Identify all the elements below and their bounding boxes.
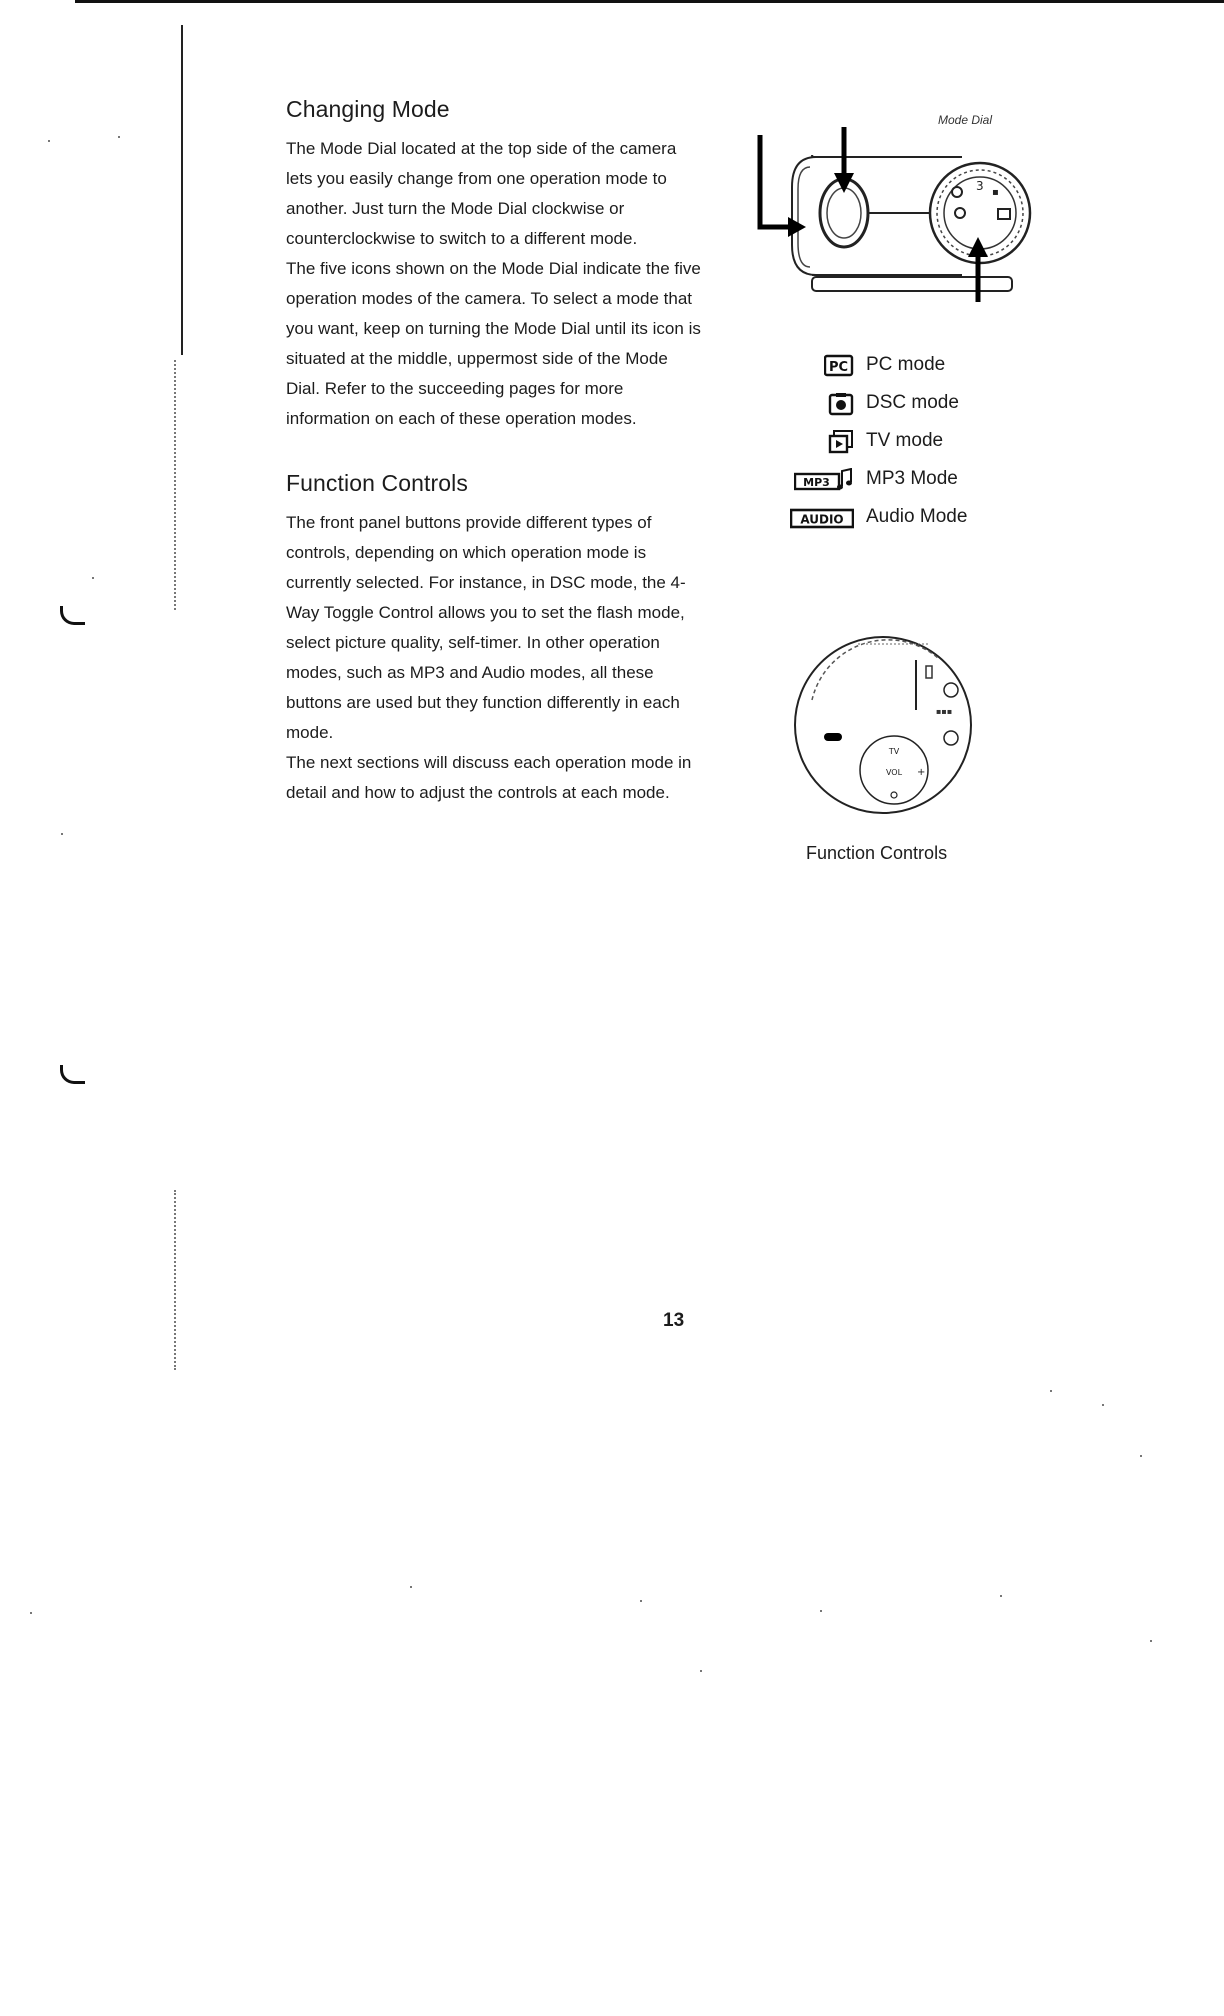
tv-mode-icon <box>782 430 854 456</box>
scan-speck <box>30 1612 32 1614</box>
mode-label: MP3 Mode <box>866 468 958 489</box>
scan-speck <box>1000 1595 1002 1597</box>
changing-mode-paragraph: The Mode Dial located at the top side of the camera lets you easily change from one operation mode to another. Just turn the Mode Dial clockwise or counterclockwise to switch to a different mode. <box>286 139 677 248</box>
binding-hook-mark <box>60 1065 85 1084</box>
svg-text:▪▪▪: ▪▪▪ <box>936 707 953 716</box>
binding-margin-dots <box>174 360 178 610</box>
top-rule <box>75 0 1224 3</box>
svg-text:3: 3 <box>976 179 984 193</box>
svg-text:▪: ▪ <box>992 187 999 198</box>
vol-button-label: VOL <box>885 768 903 777</box>
scan-speck <box>61 833 63 835</box>
audio-mode-icon <box>782 506 854 532</box>
svg-text:AUDIO: AUDIO <box>800 512 844 527</box>
scan-speck <box>700 1670 702 1672</box>
function-controls-caption: Function Controls <box>806 843 948 863</box>
mode-dial-caption: Mode Dial <box>938 113 993 127</box>
function-controls-heading: Function Controls <box>286 470 468 496</box>
mode-label: DSC mode <box>866 392 959 413</box>
mode-dial-illustration <box>752 127 1032 302</box>
scan-speck <box>48 140 50 142</box>
function-controls-paragraph: The next sections will discuss each operation mode in detail and how to adjust the controls at each mode. <box>286 753 692 802</box>
scan-speck <box>1050 1390 1052 1392</box>
changing-mode-heading: Changing Mode <box>286 96 450 122</box>
binding-hook-mark <box>60 606 85 625</box>
scan-speck <box>640 1600 642 1602</box>
mp3-mode-icon <box>782 468 854 494</box>
mode-label: Audio Mode <box>866 506 968 527</box>
scan-speck <box>820 1610 822 1612</box>
mode-label: PC mode <box>866 354 946 375</box>
function-controls-illustration <box>788 630 978 820</box>
svg-text:MP3: MP3 <box>803 476 830 489</box>
binding-margin-line <box>181 25 183 355</box>
function-controls-paragraph: The front panel buttons provide different types of controls, depending on which operation mode is currently selected. For instance, in DSC mode, the 4-Way Toggle Control allows you to set the flash mode, select picture quality, self-timer. In other operation modes, such as MP3 and Audio modes, all these buttons are used but they function differently in each mode. <box>286 513 686 742</box>
svg-text:PC: PC <box>828 360 849 375</box>
mode-label: TV mode <box>866 430 944 451</box>
scan-speck <box>118 136 120 138</box>
camera-mode-icon <box>782 392 854 418</box>
scan-speck <box>1140 1455 1142 1457</box>
svg-text:+: + <box>917 767 926 778</box>
scan-speck <box>410 1586 412 1588</box>
scan-speck <box>92 577 94 579</box>
changing-mode-paragraph: The five icons shown on the Mode Dial indicate the five operation modes of the camera. To select a mode that you want, keep on turning the Mode Dial until its icon is situated at the middle, uppermost side of the Mode Dial. Refer to the succeeding pages for more information on each of these operation modes. <box>286 259 701 428</box>
scan-speck <box>1150 1640 1152 1642</box>
binding-margin-dots <box>174 1190 178 1370</box>
scan-speck <box>1102 1404 1104 1406</box>
pc-mode-icon <box>782 354 854 380</box>
function-controls-section <box>286 470 706 808</box>
text-column <box>286 96 706 808</box>
page-number: 13 <box>663 1310 685 1331</box>
tv-button-label: TV <box>888 747 900 756</box>
changing-mode-section <box>286 96 706 434</box>
